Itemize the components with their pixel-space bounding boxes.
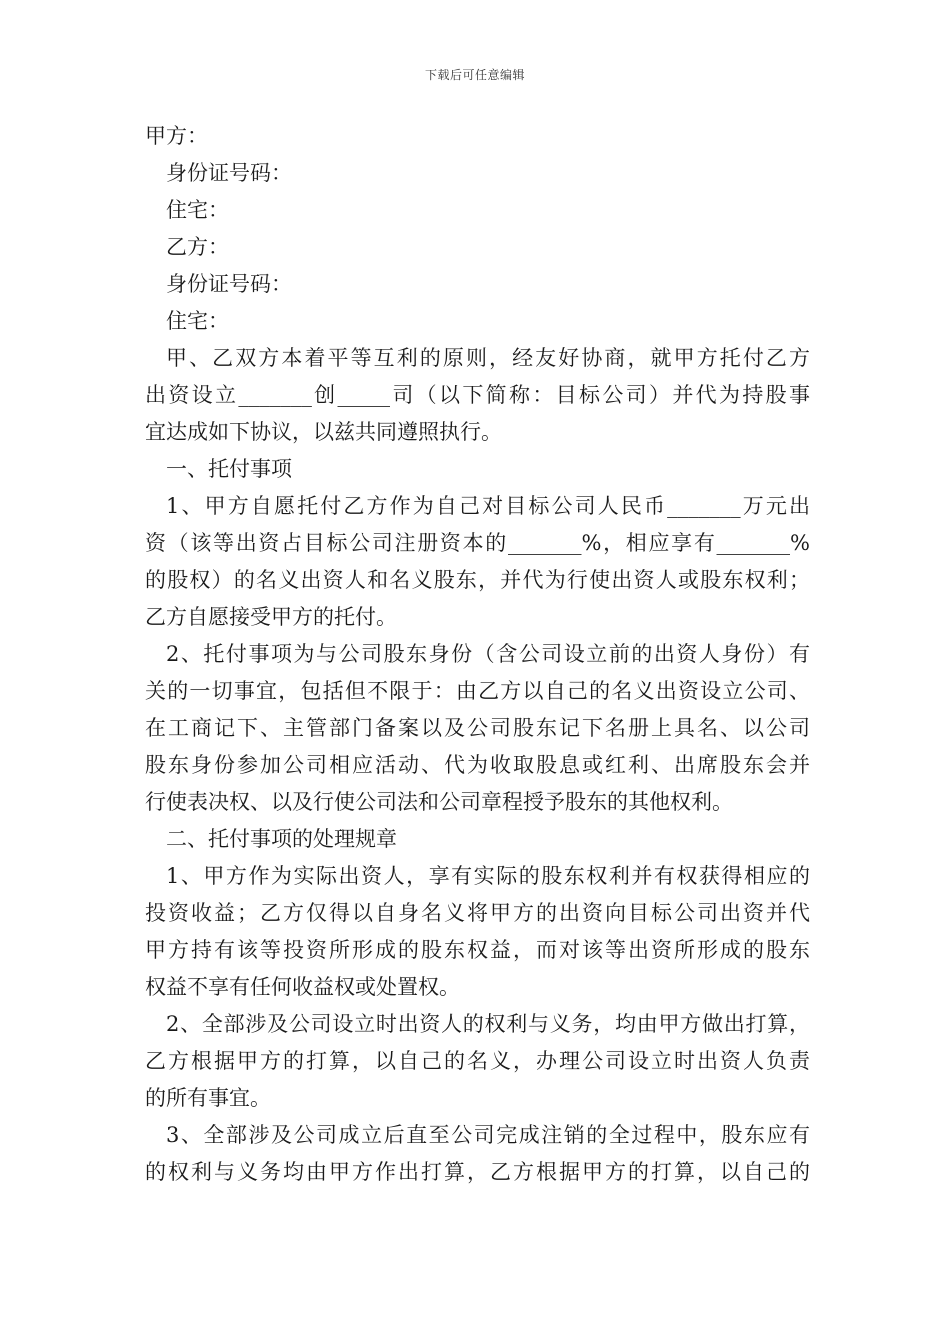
preamble-line: 甲、乙双方本着平等互利的原则，经友好协商，就甲方托付乙方 [166, 346, 810, 370]
section-heading: 二、托付事项的处理规章 [166, 827, 397, 851]
clause-line: 乙方根据甲方的打算，以自己的名义，办理公司设立时出资人负责 [145, 1049, 810, 1073]
clause-line: 3、全部涉及公司成立后直至公司完成注销的全过程中，股东应有 [166, 1123, 810, 1147]
clause-line: 行使表决权、以及行使公司法和公司章程授予股东的其他权利。 [145, 790, 733, 814]
party-b-address-label: 住宅： [166, 309, 229, 333]
document-body [145, 118, 810, 1191]
clause-line: 的所有事宜。 [145, 1086, 271, 1110]
clause-line: 1、甲方自愿托付乙方作为自己对目标公司人民币_______万元出 [166, 494, 810, 518]
clause-line: 甲方持有该等投资所形成的股东权益，而对该等出资所形成的股东 [145, 938, 810, 962]
section-heading: 一、托付事项 [166, 457, 292, 481]
page-header: 下载后可任意编辑 [424, 68, 525, 82]
preamble-line: 出资设立_______创_____司（以下简称：目标公司）并代为持股事 [145, 383, 810, 407]
preamble-line: 宜达成如下协议，以兹共同遵照执行。 [145, 420, 502, 444]
clause-line: 关的一切事宜，包括但不限于：由乙方以自己的名义出资设立公司、 [145, 679, 810, 703]
party-a-label: 甲方： [145, 124, 208, 148]
clause-line: 的权利与义务均由甲方作出打算，乙方根据甲方的打算，以自己的 [145, 1160, 810, 1184]
clause-line: 2、全部涉及公司设立时出资人的权利与义务，均由甲方做出打算， [166, 1012, 810, 1036]
clause-line: 1、甲方作为实际出资人，享有实际的股东权利并有权获得相应的 [166, 864, 810, 888]
party-b-label: 乙方： [166, 235, 229, 259]
clause-line: 权益不享有任何收益权或处置权。 [145, 975, 460, 999]
clause-line: 股东身份参加公司相应活动、代为收取股息或红利、出席股东会并 [145, 753, 810, 777]
party-a-address-label: 住宅： [166, 198, 229, 222]
clause-line: 2、托付事项为与公司股东身份（含公司设立前的出资人身份）有 [166, 642, 810, 666]
clause-line: 的股权）的名义出资人和名义股东，并代为行使出资人或股东权利； [145, 568, 810, 592]
clause-line: 投资收益；乙方仅得以自身名义将甲方的出资向目标公司出资并代 [145, 901, 810, 925]
party-b-id-label: 身份证号码： [166, 272, 292, 296]
party-a-id-label: 身份证号码： [166, 161, 292, 185]
clause-line: 乙方自愿接受甲方的托付。 [145, 605, 397, 629]
clause-line: 在工商记下、主管部门备案以及公司股东记下名册上具名、以公司 [145, 716, 810, 740]
clause-line: 资（该等出资占目标公司注册资本的_______%，相应享有_______% [145, 531, 810, 555]
